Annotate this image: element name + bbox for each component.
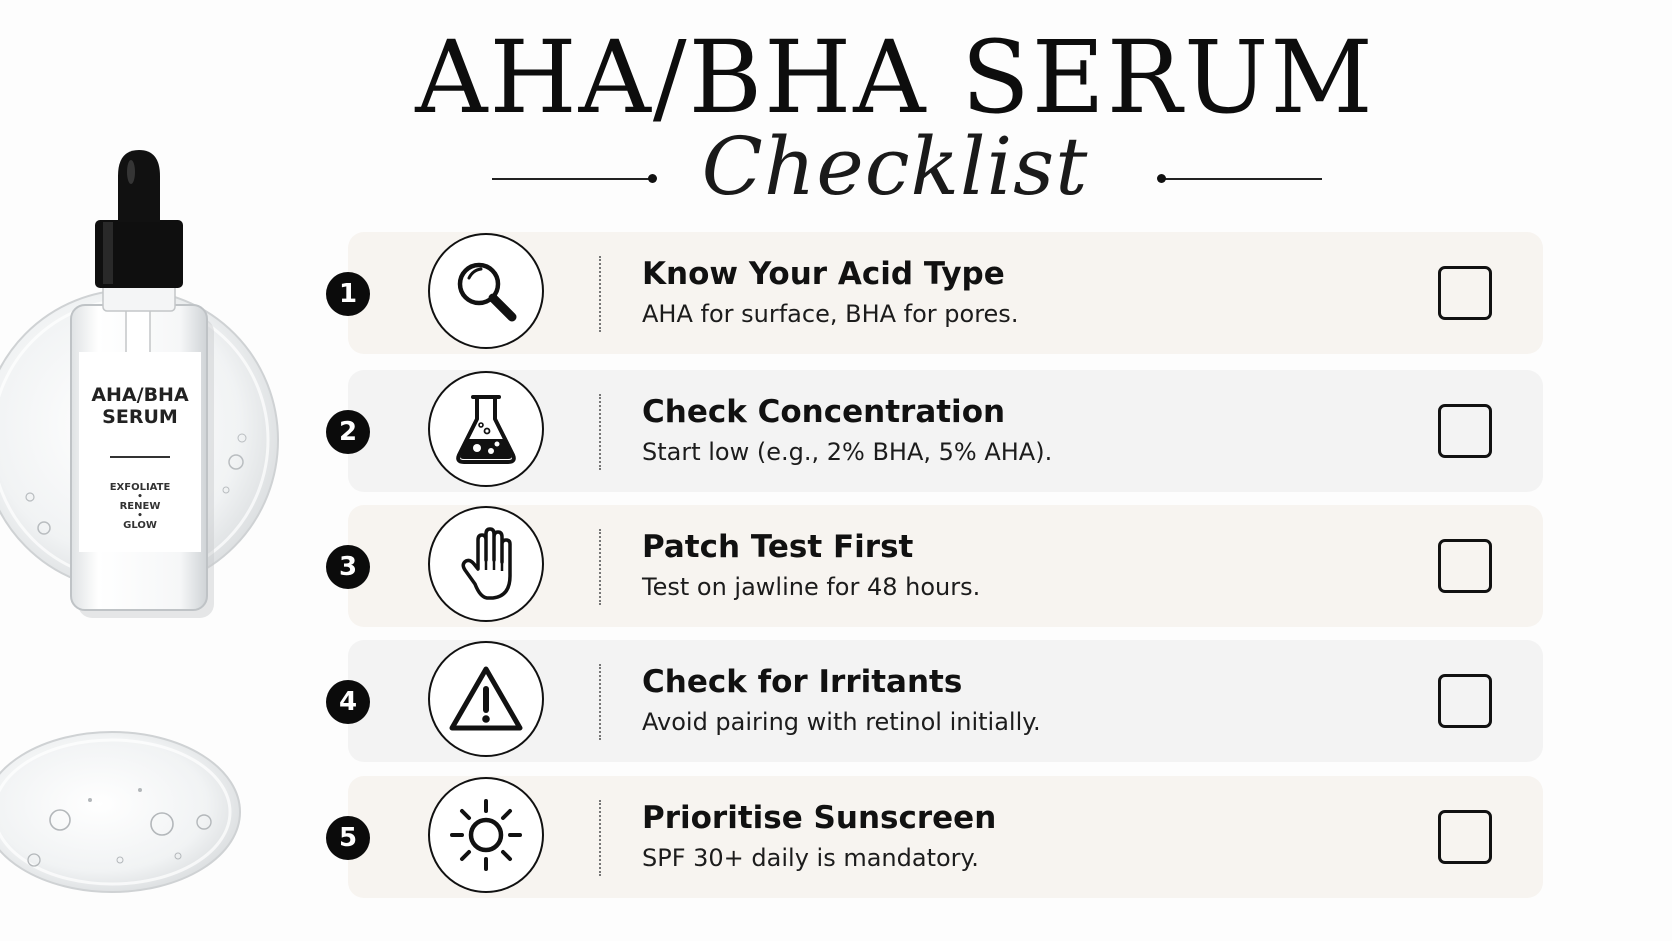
step-number-badge: 3 [326,545,370,589]
step-number-badge: 5 [326,816,370,860]
item-divider [599,394,601,470]
bottle-word-renew: RENEW [119,501,161,512]
checklist-item [338,640,1543,762]
item-checkbox[interactable] [1438,266,1492,320]
item-description: AHA for surface, BHA for pores. [642,300,1019,328]
item-checkbox[interactable] [1438,404,1492,458]
item-title: Check for Irritants [642,664,963,700]
item-divider [599,800,601,876]
item-title: Patch Test First [642,529,914,565]
warning-icon [428,641,544,757]
step-number-badge: 2 [326,410,370,454]
item-checkbox[interactable] [1438,539,1492,593]
bottle-label [79,352,201,552]
item-description: SPF 30+ daily is mandatory. [642,844,979,872]
item-checkbox[interactable] [1438,674,1492,728]
bottle-word-exfoliate: EXFOLIATE [109,482,171,493]
sun-icon [428,777,544,893]
item-description: Start low (e.g., 2% BHA, 5% AHA). [642,438,1053,466]
step-number-badge: 1 [326,272,370,316]
hand-icon [428,506,544,622]
checklist-item [338,776,1543,898]
bottle-label-rule [110,456,170,458]
item-description: Avoid pairing with retinol initially. [642,708,1041,736]
item-title: Prioritise Sunscreen [642,800,997,836]
bottle-word-separator: • [137,492,143,502]
title-rule-dot-right [1157,174,1166,183]
item-divider [599,529,601,605]
item-checkbox[interactable] [1438,810,1492,864]
title-rule-right [1162,178,1322,180]
page-subtitle: Checklist [701,120,1089,213]
product-illustration [0,0,300,941]
bottle-tagline [79,482,201,531]
title-rule-left [492,178,652,180]
bottle-product-name: AHA/BHA SERUM [91,384,189,428]
item-title: Check Concentration [642,394,1006,430]
magnifier-icon [428,233,544,349]
checklist-item [338,232,1543,354]
checklist-item [338,370,1543,492]
flask-icon [428,371,544,487]
checklist-item [338,505,1543,627]
item-divider [599,256,601,332]
item-divider [599,664,601,740]
item-description: Test on jawline for 48 hours. [642,573,981,601]
page-title: AHA/BHA SERUM [415,19,1375,136]
step-number-badge: 4 [326,680,370,724]
bottle-word-glow: GLOW [123,520,157,531]
bottle-word-separator: • [137,511,143,521]
item-title: Know Your Acid Type [642,256,1005,292]
